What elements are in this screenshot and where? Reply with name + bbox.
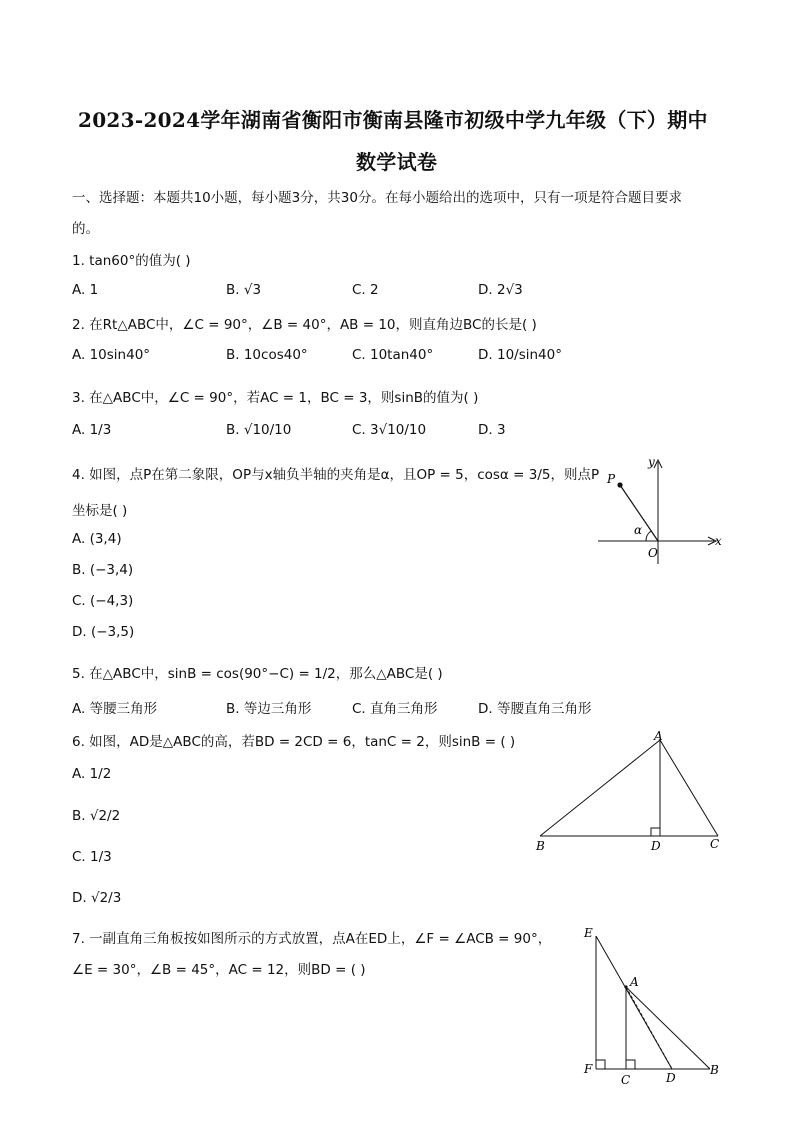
q3-option-c: C. 3√10/10 xyxy=(352,422,427,438)
figure-4-coordinate xyxy=(590,450,730,570)
q5-option-b: B. 等边三角形 xyxy=(226,701,312,717)
question-4-stem: 4. 如图，点P在第二象限，OP与x轴负半轴的夹角是α，且OP = 5，cosα = 3/5，则点P xyxy=(72,467,600,483)
q6-option-c: C. 1/3 xyxy=(72,849,112,865)
q6-option-a: A. 1/2 xyxy=(72,766,112,782)
q1-option-a: A. 1 xyxy=(72,282,99,298)
page-title: 2023-2024学年湖南省衡阳市衡南县隆市初级中学九年级（下）期中 xyxy=(78,108,708,132)
q1-option-c: C. 2 xyxy=(352,282,379,298)
fig7-label-b: B xyxy=(710,1063,719,1077)
fig4-label-alpha: α xyxy=(634,523,643,537)
q2-option-b: B. 10cos40° xyxy=(226,347,308,363)
q6-option-b: B. √2/2 xyxy=(72,808,121,824)
question-7-stem-cont: ∠E = 30°，∠B = 45°，AC = 12，则BD = ( ) xyxy=(72,962,366,978)
question-4-stem-cont: 坐标是( ) xyxy=(72,503,128,519)
question-6-stem: 6. 如图，AD是△ABC的高，若BD = 2CD = 6，tanC = 2，则sinB = ( ) xyxy=(72,734,516,750)
question-7-stem: 7. 一副直角三角板按如图所示的方式放置，点A在ED上，∠F = ∠ACB = 90°， xyxy=(72,931,552,947)
q2-option-d: D. 10/sin40° xyxy=(478,347,562,363)
q4-option-b: B. (−3,4) xyxy=(72,562,134,578)
fig6-label-c: C xyxy=(710,837,720,851)
q3-option-a: A. 1/3 xyxy=(72,422,112,438)
section-heading: 一、选择题：本题共10小题，每小题3分，共30分。在每小题给出的选项中，只有一项是符合题目要求 xyxy=(72,190,682,206)
question-1-stem: 1. tan60°的值为( ) xyxy=(72,253,191,269)
q5-option-d: D. 等腰直角三角形 xyxy=(478,701,592,717)
q4-option-a: A. (3,4) xyxy=(72,531,122,547)
fig6-label-a: A xyxy=(654,729,663,743)
figure-6-triangle xyxy=(530,728,730,858)
q5-option-a: A. 等腰三角形 xyxy=(72,701,158,717)
fig4-label-x: x xyxy=(715,534,722,548)
question-3-stem: 3. 在△ABC中，∠C = 90°，若AC = 1，BC = 3，则sinB的值为( ) xyxy=(72,390,479,406)
question-5-stem: 5. 在△ABC中，sinB = cos(90°−C) = 1/2，那么△ABC是( ) xyxy=(72,666,443,682)
fig4-label-y: y xyxy=(648,455,655,469)
question-2-stem: 2. 在Rt△ABC中，∠C = 90°，∠B = 40°，AB = 10，则直角边BC的长是( ) xyxy=(72,317,537,333)
figure-7-set-squares xyxy=(575,918,735,1088)
fig7-label-d: D xyxy=(666,1071,676,1085)
page-subtitle: 数学试卷 xyxy=(356,150,438,174)
q3-option-d: D. 3 xyxy=(478,422,506,438)
q6-option-d: D. √2/3 xyxy=(72,890,122,906)
fig6-label-d: D xyxy=(651,839,661,853)
q5-option-c: C. 直角三角形 xyxy=(352,701,438,717)
section-heading-cont: 的。 xyxy=(72,221,99,237)
fig6-label-b: B xyxy=(536,839,545,853)
fig7-label-a: A xyxy=(630,975,639,989)
q1-option-b: B. √3 xyxy=(226,282,262,298)
q1-option-d: D. 2√3 xyxy=(478,282,523,298)
q4-option-c: C. (−4,3) xyxy=(72,593,134,609)
q4-option-d: D. (−3,5) xyxy=(72,624,135,640)
fig7-label-f: F xyxy=(584,1062,593,1076)
fig7-label-e: E xyxy=(584,926,593,940)
fig4-label-p: P xyxy=(607,472,616,486)
fig4-label-o: O xyxy=(648,546,658,560)
q2-option-a: A. 10sin40° xyxy=(72,347,151,363)
q3-option-b: B. √10/10 xyxy=(226,422,292,438)
fig7-label-c: C xyxy=(621,1073,631,1087)
q2-option-c: C. 10tan40° xyxy=(352,347,434,363)
